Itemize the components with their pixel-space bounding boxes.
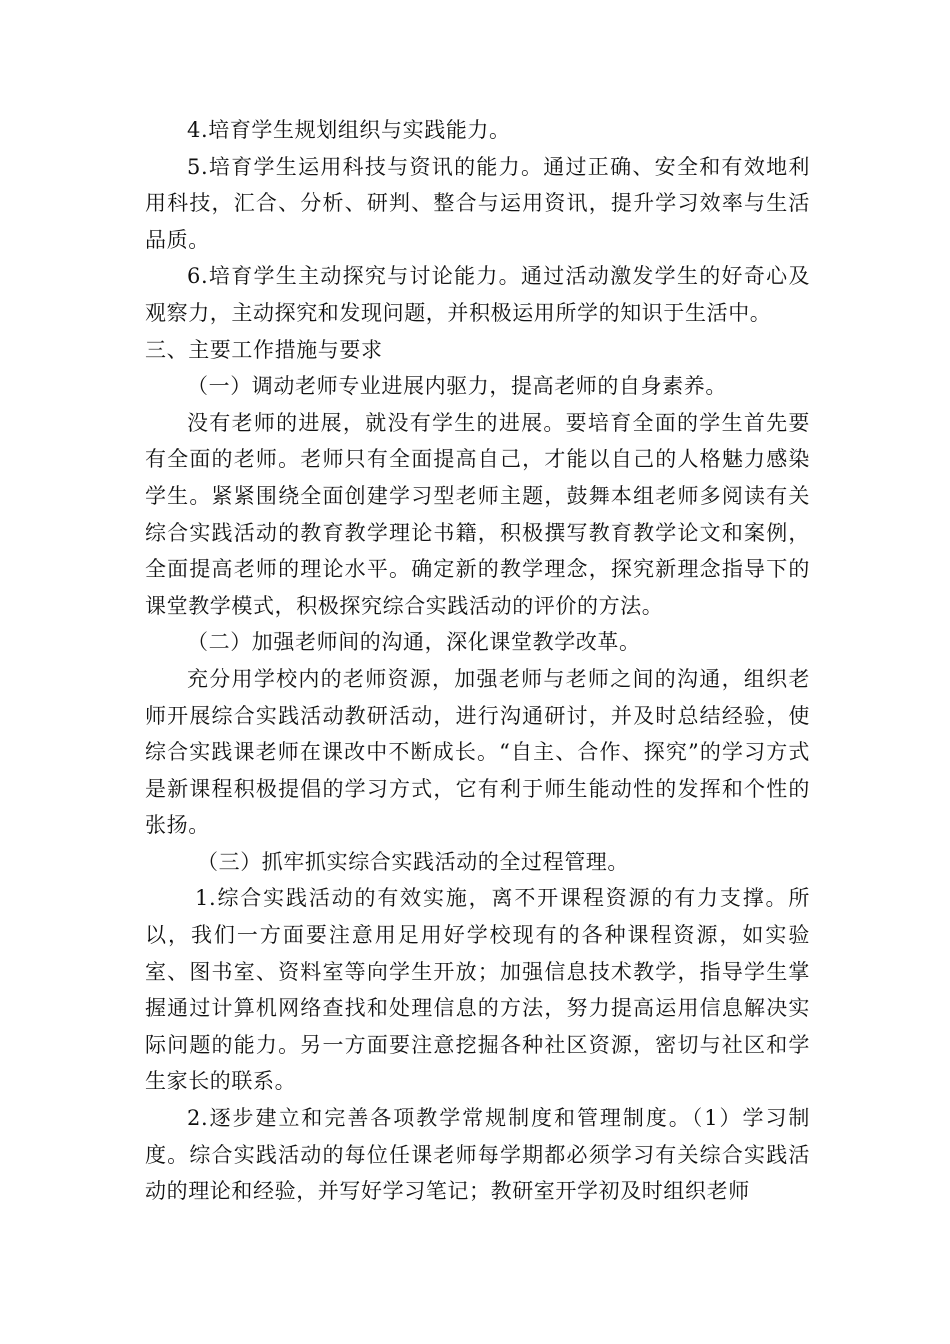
section-heading-3: 三、主要工作措施与要求 xyxy=(145,337,383,362)
paragraph-goal-6: 6.培育学生主动探究与讨论能力。通过活动激发学生的好奇心及观察力，主动探究和发现问题，并积极运用所学的知识于生活中。 xyxy=(145,264,810,325)
paragraph-teacher-communication: 充分用学校内的老师资源，加强老师与老师之间的沟通，组织老师开展综合实践活动教研活动，进行沟通研讨，并及时总结经验，使综合实践课老师在课改中不断成长。“自主、合作、探究”的学习方式是新课程积极提倡的学习方式，它有利于师生能动性的发挥和个性的张扬。 xyxy=(145,666,810,838)
document-body xyxy=(145,112,810,1210)
paragraph-resources: 1.综合实践活动的有效实施，离不开课程资源的有力支撑。所以，我们一方面要注意用足用好学校现有的各种课程资源，如实验室、图书室、资料室等向学生开放；加强信息技术教学，指导学生掌握通过计算机网络查找和处理信息的方法，努力提高运用信息解决实际问题的能力。另一方面要注意挖掘各种社区资源，密切与社区和学生家长的联系。 xyxy=(145,886,810,1094)
paragraph-goal-4: 4.培育学生规划组织与实践能力。 xyxy=(187,118,511,142)
paragraph-teacher-development: 没有老师的进展，就没有学生的进展。要培育全面的学生首先要有全面的老师。老师只有全面提高自己，才能以自己的人格魅力感染学生。紧紧围绕全面创建学习型老师主题，鼓舞本组老师多阅读有关综合实践活动的教育教学理论书籍，积极撰写教育教学论文和案例，全面提高老师的理论水平。确定新的教学理念，探究新理念指导下的课堂教学模式，积极探究综合实践活动的评价的方法。 xyxy=(145,410,810,618)
subheading-1: （一）调动老师专业进展内驱力，提高老师的自身素养。 xyxy=(187,374,727,399)
subheading-3: （三）抓牢抓实综合实践活动的全过程管理。 xyxy=(197,849,629,874)
subheading-2: （二）加强老师间的沟通，深化课堂教学改革。 xyxy=(187,630,641,655)
paragraph-goal-5: 5.培育学生运用科技与资讯的能力。通过正确、安全和有效地利用科技，汇合、分析、研判、整合与运用资讯，提升学习效率与生活品质。 xyxy=(145,154,810,252)
paragraph-regulations: 2.逐步建立和完善各项教学常规制度和管理制度。（1）学习制度。综合实践活动的每位任课老师每学期都必须学习有关综合实践活动的理论和经验，并写好学习笔记；教研室开学初及时组织老师 xyxy=(145,1106,810,1204)
